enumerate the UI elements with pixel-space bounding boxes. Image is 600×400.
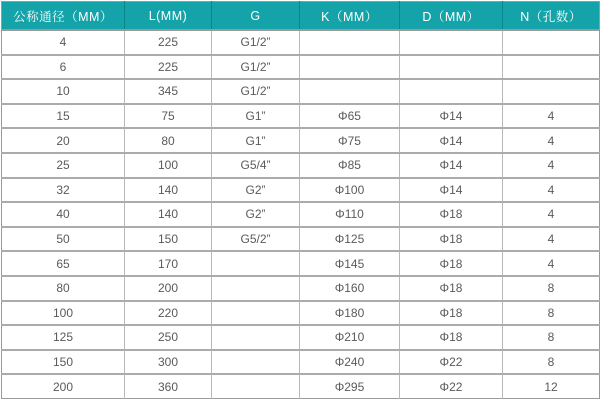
table-row: [2, 104, 600, 129]
table-cell: [212, 374, 300, 398]
table-cell: [400, 30, 503, 55]
table-body: [2, 30, 600, 399]
table-row: [2, 227, 600, 252]
table-cell: 200: [2, 374, 125, 398]
table-cell: [212, 276, 300, 301]
table-cell: Φ18: [400, 251, 503, 276]
column-header-G: G: [212, 2, 300, 31]
table-cell: 4: [503, 104, 600, 129]
table-cell: G1”: [212, 104, 300, 129]
table-cell: 170: [125, 251, 212, 276]
table-cell: Φ14: [400, 178, 503, 203]
table-cell: 12: [503, 374, 600, 398]
table-cell: 10: [2, 79, 125, 104]
table-cell: [400, 79, 503, 104]
table-cell: [300, 55, 400, 80]
table-cell: Φ14: [400, 104, 503, 129]
table-cell: Φ18: [400, 227, 503, 252]
table-cell: 200: [125, 276, 212, 301]
table-cell: 4: [2, 30, 125, 55]
table-cell: [300, 30, 400, 55]
table-cell: Φ14: [400, 153, 503, 178]
table-cell: 4: [503, 178, 600, 203]
table-cell: Φ18: [400, 202, 503, 227]
table-cell: 4: [503, 251, 600, 276]
header-row: [2, 2, 600, 31]
table-cell: Φ145: [300, 251, 400, 276]
table-cell: 80: [125, 128, 212, 153]
table-cell: Φ85: [300, 153, 400, 178]
table-row: [2, 202, 600, 227]
table-cell: G1/2”: [212, 30, 300, 55]
table-cell: 140: [125, 202, 212, 227]
table-cell: Φ65: [300, 104, 400, 129]
table-cell: Φ22: [400, 350, 503, 375]
table-cell: 4: [503, 227, 600, 252]
table-row: [2, 251, 600, 276]
table-cell: 4: [503, 153, 600, 178]
table-cell: 80: [2, 276, 125, 301]
table-cell: 345: [125, 79, 212, 104]
table-cell: Φ240: [300, 350, 400, 375]
table-cell: 75: [125, 104, 212, 129]
table-cell: Φ125: [300, 227, 400, 252]
table-cell: G1/2”: [212, 55, 300, 80]
table-cell: [503, 79, 600, 104]
column-header-N: N（孔数）: [503, 2, 600, 31]
table-cell: 140: [125, 178, 212, 203]
table-row: [2, 325, 600, 350]
table-cell: 8: [503, 350, 600, 375]
table-row: [2, 374, 600, 398]
spec-table: [1, 1, 600, 399]
table-cell: Φ100: [300, 178, 400, 203]
table-row: [2, 350, 600, 375]
table-cell: Φ18: [400, 301, 503, 326]
table-cell: 15: [2, 104, 125, 129]
table-cell: Φ180: [300, 301, 400, 326]
table-row: [2, 30, 600, 55]
column-header-L: L(MM): [125, 2, 212, 31]
table-cell: G1/2”: [212, 79, 300, 104]
table-row: [2, 276, 600, 301]
table-cell: 25: [2, 153, 125, 178]
table-cell: 150: [125, 227, 212, 252]
table-cell: 4: [503, 128, 600, 153]
table-cell: Φ110: [300, 202, 400, 227]
table-row: [2, 178, 600, 203]
table-cell: [300, 79, 400, 104]
table-cell: 360: [125, 374, 212, 398]
table-cell: Φ22: [400, 374, 503, 398]
table-cell: 225: [125, 30, 212, 55]
table-cell: G2”: [212, 178, 300, 203]
table-row: [2, 79, 600, 104]
table-row: [2, 128, 600, 153]
table-cell: 4: [503, 202, 600, 227]
table-row: [2, 301, 600, 326]
table-cell: 8: [503, 276, 600, 301]
table-cell: [212, 350, 300, 375]
table-cell: Φ18: [400, 325, 503, 350]
column-header-K: K（MM）: [300, 2, 400, 31]
table-row: [2, 153, 600, 178]
table-cell: Φ75: [300, 128, 400, 153]
table-cell: [503, 30, 600, 55]
table-cell: Φ14: [400, 128, 503, 153]
table-cell: G1”: [212, 128, 300, 153]
table-cell: [212, 301, 300, 326]
table-cell: [503, 55, 600, 80]
table-cell: [400, 55, 503, 80]
column-header-D: D（MM）: [400, 2, 503, 31]
table-cell: G2”: [212, 202, 300, 227]
table-cell: Φ295: [300, 374, 400, 398]
table-cell: 6: [2, 55, 125, 80]
table-cell: 125: [2, 325, 125, 350]
table-cell: 50: [2, 227, 125, 252]
table-cell: 20: [2, 128, 125, 153]
table-cell: 300: [125, 350, 212, 375]
table-cell: 65: [2, 251, 125, 276]
table-cell: 150: [2, 350, 125, 375]
table-cell: [212, 325, 300, 350]
table-cell: [212, 251, 300, 276]
table-cell: Φ210: [300, 325, 400, 350]
table-cell: 32: [2, 178, 125, 203]
table-cell: 8: [503, 325, 600, 350]
table-cell: 220: [125, 301, 212, 326]
table-cell: 100: [125, 153, 212, 178]
column-header-nominal-diameter: 公称通径（MM）: [2, 2, 125, 31]
table-cell: 250: [125, 325, 212, 350]
table-cell: Φ18: [400, 276, 503, 301]
table-row: [2, 55, 600, 80]
table-cell: Φ160: [300, 276, 400, 301]
table-cell: 100: [2, 301, 125, 326]
table-cell: 225: [125, 55, 212, 80]
table-cell: G5/2”: [212, 227, 300, 252]
table-cell: 8: [503, 301, 600, 326]
table-cell: 40: [2, 202, 125, 227]
table-cell: G5/4”: [212, 153, 300, 178]
